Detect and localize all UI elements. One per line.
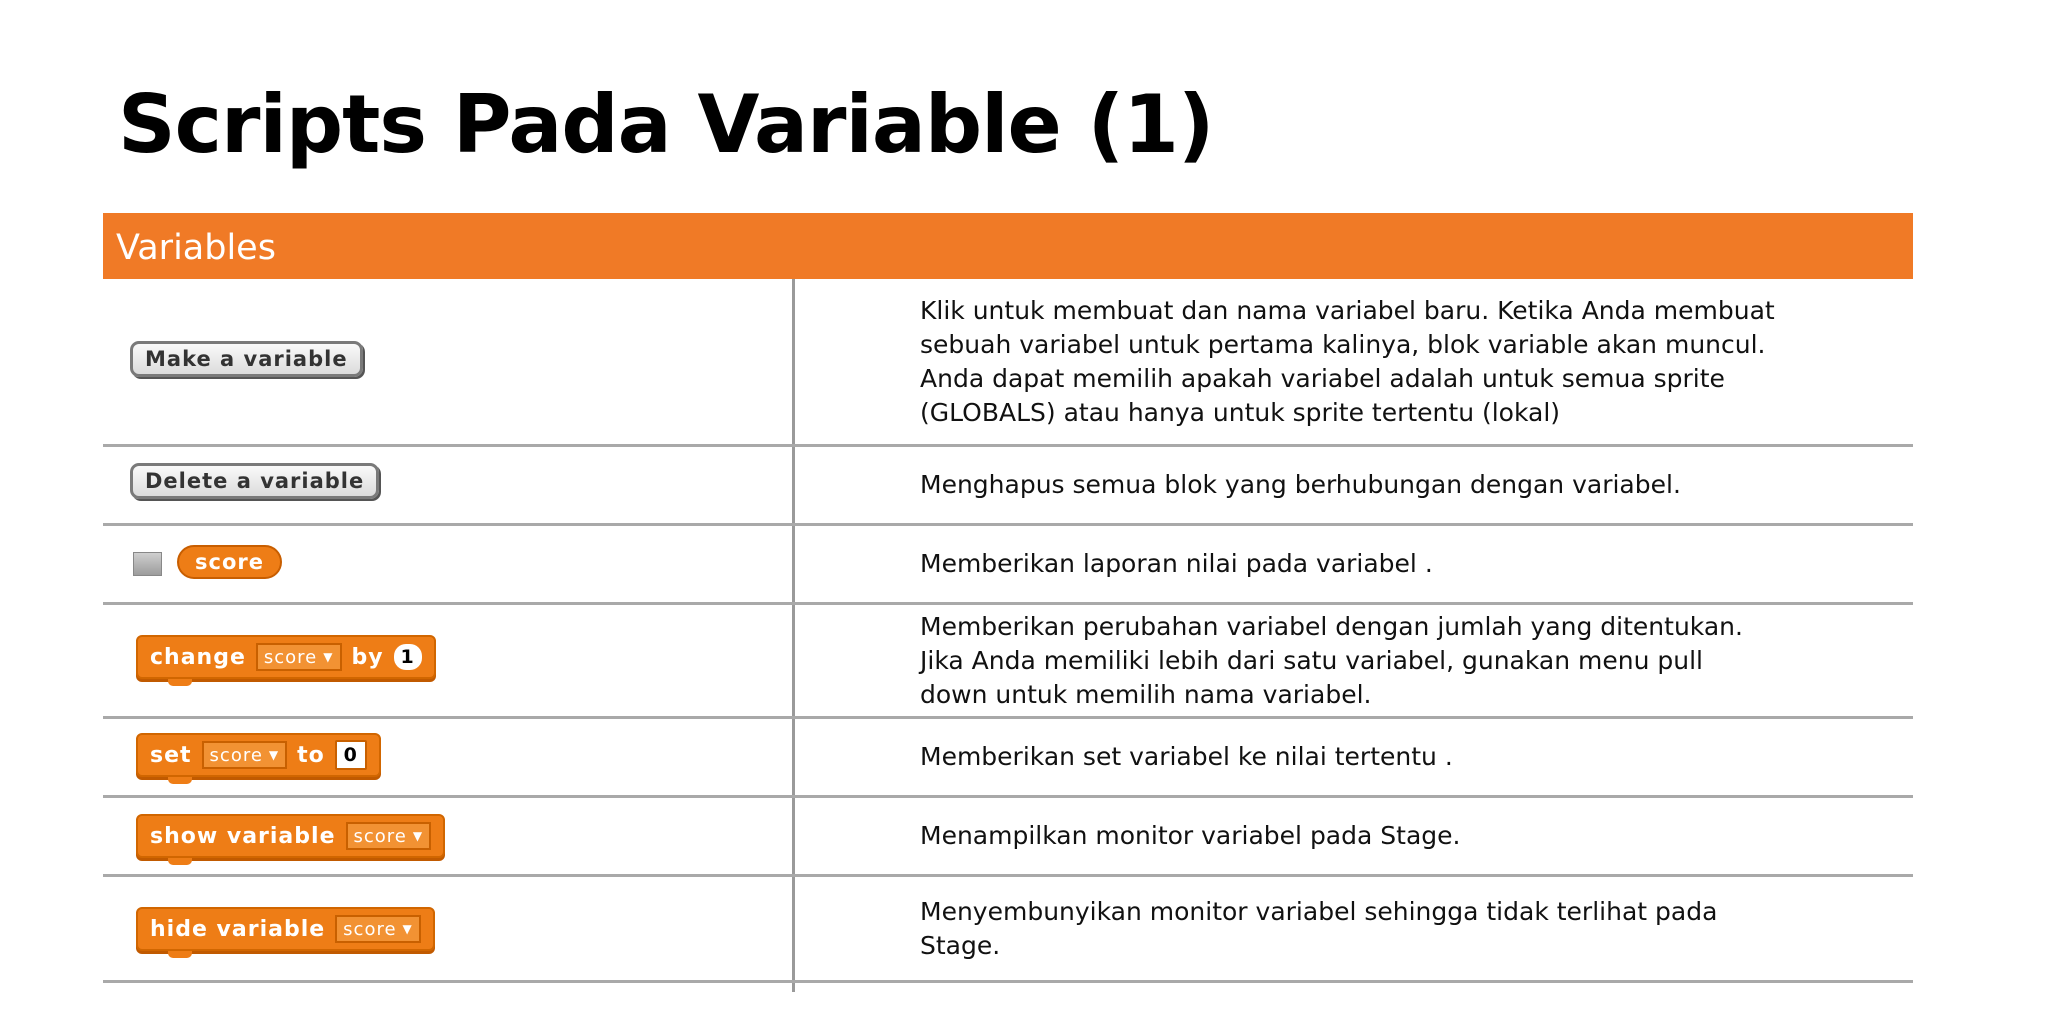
variable-dropdown[interactable]: score ▼ (346, 822, 432, 850)
table-row (103, 447, 1913, 526)
triangle-down-icon: ▼ (412, 829, 424, 843)
row-description: Memberikan laporan nilai pada variabel . (920, 549, 1433, 578)
score-reporter-block[interactable]: score (177, 545, 282, 579)
value-input[interactable]: 0 (335, 740, 367, 770)
row-description: Menghapus semua blok yang berhubungan dengan variabel. (920, 470, 1681, 499)
table-row (103, 605, 1913, 719)
row-description: Menampilkan monitor variabel pada Stage. (920, 821, 1461, 850)
variable-dropdown[interactable]: score ▼ (202, 741, 288, 769)
change-score-block[interactable]: change score ▼ by 1 (136, 635, 436, 679)
make-variable-button[interactable]: Make a variable (130, 341, 363, 377)
table-header: Variables (103, 213, 1913, 279)
checkbox-icon[interactable] (133, 552, 162, 576)
variable-dropdown[interactable]: score ▼ (335, 915, 421, 943)
hide-variable-block[interactable]: hide variable score ▼ (136, 907, 435, 951)
number-input[interactable]: 1 (394, 644, 422, 670)
row-description: Klik untuk membuat dan nama variabel baru. Ketika Anda membuat sebuah variabel untuk pertama kalinya, blok variable akan muncul. Anda dapat memilih apakah variabel adalah untuk semua sprite (GLOBALS) atau hanya untuk sprite tertentu (lokal) (920, 295, 1775, 427)
page-title: Scripts Pada Variable (1) (118, 78, 1214, 171)
row-description: Menyembunyikan monitor variabel sehingga tidak terlihat pada Stage. (920, 896, 1718, 960)
set-score-block[interactable]: set score ▼ to 0 (136, 733, 381, 777)
triangle-down-icon: ▼ (402, 922, 413, 936)
variable-dropdown[interactable]: score ▼ (256, 643, 342, 671)
table-row (103, 798, 1913, 877)
delete-variable-button[interactable]: Delete a variable (130, 463, 379, 499)
table-row (103, 279, 1913, 447)
table-row (103, 877, 1913, 983)
table-row (103, 526, 1913, 605)
triangle-down-icon: ▼ (268, 748, 280, 762)
triangle-down-icon: ▼ (323, 650, 334, 664)
table-row (103, 719, 1913, 798)
row-description: Memberikan perubahan variabel dengan jumlah yang ditentukan. Jika Anda memiliki lebih dari satu variabel, gunakan menu pull down untuk memilih nama variabel. (920, 611, 1743, 709)
show-variable-block[interactable]: show variable score ▼ (136, 814, 445, 858)
row-description: Memberikan set variabel ke nilai tertentu . (920, 742, 1453, 771)
variables-table (103, 213, 1913, 983)
